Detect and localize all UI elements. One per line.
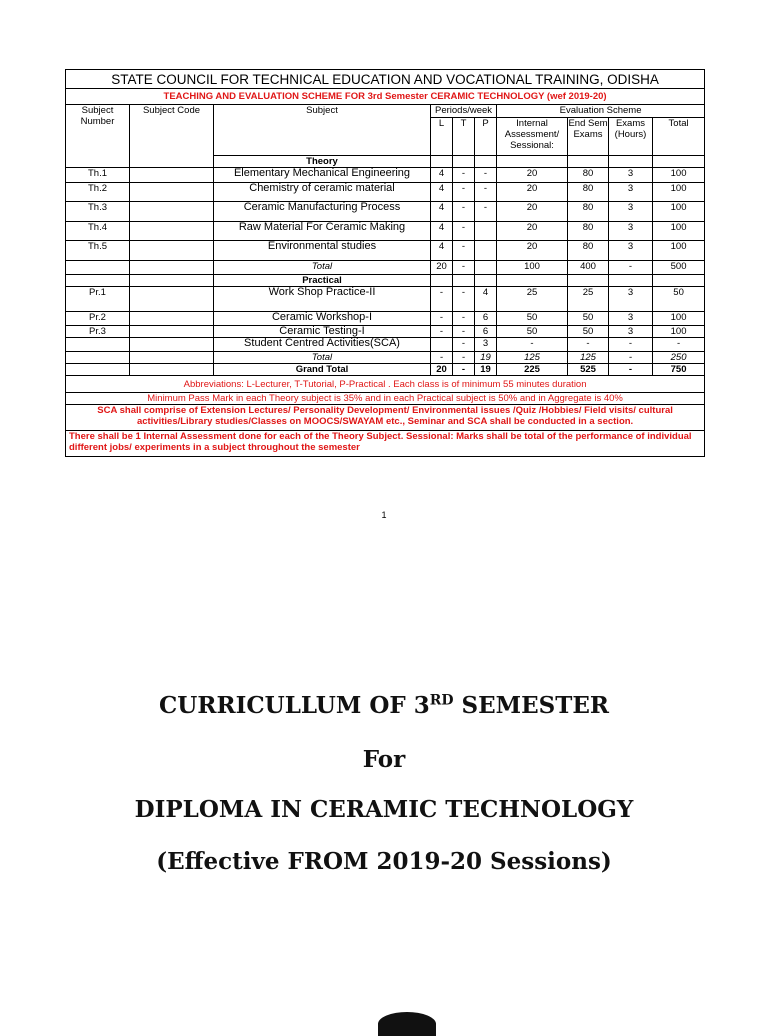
table-row: Th.5 Environmental studies 4 - 20 80 3 100 <box>66 241 705 261</box>
page-number: 1 <box>381 510 387 520</box>
col-total: Total <box>653 118 705 156</box>
cover-heading-line3: DIPLOMA IN CERAMIC TECHNOLOGY <box>134 796 634 823</box>
col-evaluation-scheme: Evaluation Scheme <box>497 105 705 118</box>
col-subject-number: Subject Number <box>66 105 130 168</box>
assessment-note: There shall be 1 Internal Assessment done for each of the Theory Subject. Sessional: Marks shall be total of the performance of individual different jobs/ experiments in a subject throughout the semester <box>66 431 705 457</box>
col-exam-hours: Exams (Hours) <box>609 118 653 156</box>
table-row: Th.1 Elementary Mechanical Engineering 4 - - 20 80 3 100 <box>66 168 705 183</box>
col-subject-code: Subject Code <box>130 105 214 168</box>
col-subject: Subject <box>214 105 431 156</box>
pass-mark-note: Minimum Pass Mark in each Theory subject is 35% and in each Practical subject is 50% and in Aggregate is 40% <box>66 393 705 405</box>
cover-heading-line2: For <box>362 746 406 773</box>
section-theory: Theory <box>214 156 431 168</box>
scheme-title: TEACHING AND EVALUATION SCHEME FOR 3rd Semester CERAMIC TECHNOLOGY (wef 2019-20) <box>66 89 705 105</box>
col-end-sem: End Sem Exams <box>568 118 609 156</box>
abbreviations-note: Abbreviations: L-Lecturer, T-Tutorial, P-Practical . Each class is of minimum 55 minutes duration <box>66 376 705 393</box>
table-row: Th.2 Chemistry of ceramic material 4 - - 20 80 3 100 <box>66 183 705 202</box>
council-title: STATE COUNCIL FOR TECHNICAL EDUCATION AND VOCATIONAL TRAINING, ODISHA <box>66 70 705 89</box>
col-t: T <box>453 118 475 156</box>
cover-heading-line1: CURRICULLUM OF 3RD SEMESTER <box>159 692 609 719</box>
theory-total-row: Total 20 - 100 400 - 500 <box>66 261 705 275</box>
evaluation-scheme-table <box>65 69 705 457</box>
col-l: L <box>431 118 453 156</box>
grand-total-row: Grand Total 20 - 19 225 525 - 750 <box>66 364 705 376</box>
table-row: Th.4 Raw Material For Ceramic Making 4 - 20 80 3 100 <box>66 222 705 241</box>
col-internal-assessment: Internal Assessment/ Sessional: <box>497 118 568 156</box>
table-row: Pr.1 Work Shop Practice-II - - 4 25 25 3 50 <box>66 287 705 312</box>
section-practical: Practical <box>214 275 431 287</box>
practical-total-row: Total - - 19 125 125 - 250 <box>66 352 705 364</box>
table-row: Pr.2 Ceramic Workshop-I - - 6 50 50 3 100 <box>66 312 705 326</box>
table-row: Pr.3 Ceramic Testing-I - - 6 50 50 3 100 <box>66 326 705 338</box>
col-p: P <box>475 118 497 156</box>
table-row: Student Centred Activities(SCA) - 3 - - - - <box>66 338 705 352</box>
sca-note: SCA shall comprise of Extension Lectures/ Personality Development/ Environmental issues /Quiz /Hobbies/ Field visits/ cultural activities/Library studies/Classes on MOOCS/SWAYAM etc., Seminar and SCA shall be conducted in a section. <box>66 405 705 431</box>
col-periods-week: Periods/week <box>431 105 497 118</box>
cover-heading-line4: (Effective FROM 2019-20 Sessions) <box>156 848 612 875</box>
logo-top-fragment <box>378 1012 436 1036</box>
table-row: Th.3 Ceramic Manufacturing Process 4 - - 20 80 3 100 <box>66 202 705 222</box>
